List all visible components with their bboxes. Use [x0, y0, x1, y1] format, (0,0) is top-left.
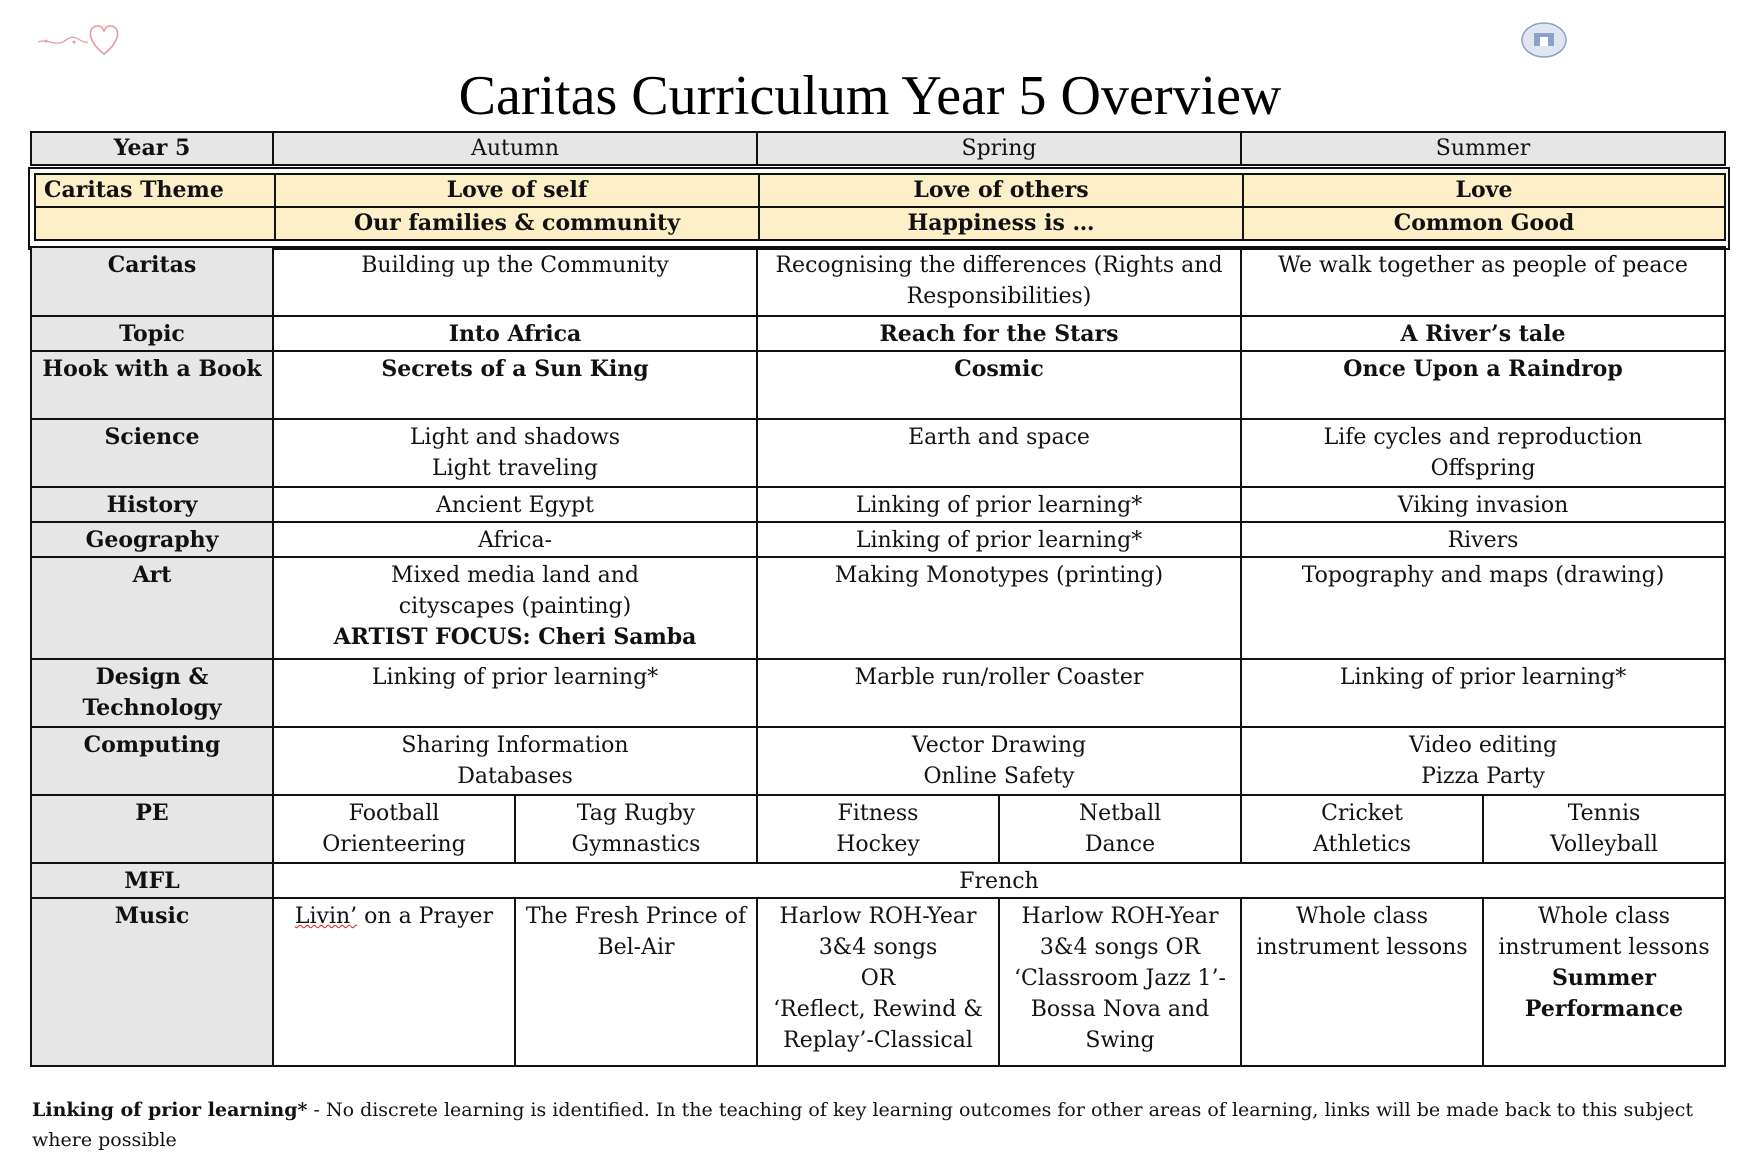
- music-cell-1: [273, 898, 515, 1066]
- science-summer-line-1: Life cycles and reproduction: [1323, 425, 1643, 450]
- computing-summer: [1241, 727, 1725, 795]
- row-label-history: History: [31, 487, 273, 522]
- science-summer-line-2: Offspring: [1430, 456, 1536, 481]
- music-cell-6: [1483, 898, 1725, 1066]
- row-label-computing: Computing: [31, 727, 273, 795]
- caritas-spring: [757, 247, 1241, 316]
- music-cell-2: [515, 898, 757, 1066]
- music-cell-3-line-5: Replay’-Classical: [783, 1028, 973, 1053]
- header-row: [31, 132, 1725, 165]
- artist-focus: ARTIST FOCUS: Cheri Samba: [333, 624, 697, 650]
- caritas-theme-block: [28, 167, 1730, 250]
- footnote: [32, 1095, 1722, 1155]
- music-cell-4-line-2: 3&4 songs OR: [1039, 935, 1201, 960]
- pe-cell-1: [273, 795, 515, 863]
- theme-sub-spring: Happiness is …: [759, 207, 1243, 240]
- row-label-science: Science: [31, 419, 273, 487]
- topic-summer: A River’s tale: [1241, 316, 1725, 351]
- music-cell-3-line-2: 3&4 songs: [818, 935, 938, 960]
- topic-autumn: Into Africa: [273, 316, 757, 351]
- music-cell-5-line-2: instrument lessons: [1256, 935, 1468, 960]
- art-autumn-line-2: cityscapes (painting): [398, 594, 632, 619]
- pe-cell-4-line-1: Netball: [1078, 801, 1162, 826]
- music-cell-4-line-1: Harlow ROH-Year: [1021, 904, 1219, 929]
- row-label-dt-line-2: Technology: [82, 695, 222, 721]
- row-label-music: Music: [31, 898, 273, 1066]
- art-autumn-line-1: Mixed media land and: [391, 563, 639, 588]
- summer-header: Summer: [1241, 132, 1725, 165]
- computing-spring-line-1: Vector Drawing: [911, 733, 1087, 758]
- history-autumn: Ancient Egypt: [273, 487, 757, 522]
- mfl-all-year: French: [273, 863, 1725, 898]
- pe-cell-5-line-2: Athletics: [1312, 832, 1412, 857]
- art-spring: Making Monotypes (printing): [757, 557, 1241, 659]
- music-cell-1-rest: on a Prayer: [357, 904, 494, 929]
- music-cell-4-line-4: Bossa Nova and: [1030, 997, 1210, 1022]
- history-summer: Viking invasion: [1241, 487, 1725, 522]
- row-label-caritas: Caritas: [31, 247, 273, 316]
- pe-cell-3-line-1: Fitness: [837, 801, 919, 826]
- geography-summer: Rivers: [1241, 522, 1725, 557]
- music-cell-6-line-4: Performance: [1524, 996, 1684, 1022]
- hook-summer: Once Upon a Raindrop: [1241, 351, 1725, 419]
- row-science: [31, 419, 1725, 487]
- header-table: [30, 131, 1726, 166]
- computing-summer-line-2: Pizza Party: [1421, 764, 1545, 789]
- music-cell-2-line-2: Bel-Air: [597, 935, 675, 960]
- pe-cell-2: [515, 795, 757, 863]
- theme-label-empty: [35, 207, 275, 240]
- theme-label: Caritas Theme: [35, 174, 275, 207]
- pe-cell-4: [999, 795, 1241, 863]
- geography-spring: Linking of prior learning*: [757, 522, 1241, 557]
- autumn-header: Autumn: [273, 132, 757, 165]
- row-hook: [31, 351, 1725, 419]
- theme-spring: Love of others: [759, 174, 1243, 207]
- caritas-summer: We walk together as people of peace: [1241, 247, 1725, 316]
- row-pe: [31, 795, 1725, 863]
- theme-summer: Love: [1243, 174, 1725, 207]
- curriculum-table: [30, 246, 1726, 1067]
- science-summer: [1241, 419, 1725, 487]
- spring-header: Spring: [757, 132, 1241, 165]
- music-cell-3-line-4: ‘Reflect, Rewind &: [773, 997, 983, 1022]
- hook-spring: Cosmic: [757, 351, 1241, 419]
- theme-row-1: [35, 174, 1725, 207]
- pe-cell-1-line-2: Orienteering: [322, 832, 466, 857]
- dt-summer: Linking of prior learning*: [1241, 659, 1725, 727]
- row-music: [31, 898, 1725, 1066]
- caritas-autumn: Building up the Community: [273, 247, 757, 316]
- hook-autumn: Secrets of a Sun King: [273, 351, 757, 419]
- music-cell-4-line-5: Swing: [1085, 1028, 1155, 1053]
- row-topic: [31, 316, 1725, 351]
- music-cell-2-line-1: The Fresh Prince of: [525, 904, 747, 929]
- music-cell-6-line-1: Whole class: [1537, 904, 1671, 929]
- pe-cell-5: [1241, 795, 1483, 863]
- row-art: [31, 557, 1725, 659]
- pe-cell-3: [757, 795, 999, 863]
- footnote-term: Linking of prior learning*: [32, 1099, 308, 1121]
- pe-cell-6-line-2: Volleyball: [1550, 832, 1658, 857]
- theme-autumn: Love of self: [275, 174, 759, 207]
- art-autumn: [273, 557, 757, 659]
- row-label-dt: [31, 659, 273, 727]
- row-label-geography: Geography: [31, 522, 273, 557]
- pe-cell-2-line-1: Tag Rugby: [576, 801, 696, 826]
- caritas-spring-line-2: Responsibilities): [906, 284, 1092, 309]
- row-label-hook: Hook with a Book: [31, 351, 273, 419]
- computing-spring: [757, 727, 1241, 795]
- row-caritas: [31, 247, 1725, 316]
- pe-cell-4-line-2: Dance: [1084, 832, 1156, 857]
- history-spring: Linking of prior learning*: [757, 487, 1241, 522]
- computing-spring-line-2: Online Safety: [923, 764, 1075, 789]
- row-geography: [31, 522, 1725, 557]
- music-cell-6-line-3: Summer: [1552, 965, 1657, 991]
- theme-row-2: [35, 207, 1725, 240]
- row-label-topic: Topic: [31, 316, 273, 351]
- music-cell-1-word: Livin’: [294, 904, 358, 929]
- music-cell-3-line-1: Harlow ROH-Year: [779, 904, 977, 929]
- computing-autumn-line-2: Databases: [457, 764, 573, 789]
- pe-cell-6: [1483, 795, 1725, 863]
- theme-table: [34, 173, 1726, 241]
- music-cell-3-line-3: OR: [860, 966, 896, 991]
- science-spring: Earth and space: [757, 419, 1241, 487]
- music-cell-5-line-1: Whole class: [1295, 904, 1429, 929]
- row-mfl: [31, 863, 1725, 898]
- year-header: Year 5: [31, 132, 273, 165]
- topic-spring: Reach for the Stars: [757, 316, 1241, 351]
- row-dt: [31, 659, 1725, 727]
- row-label-art: Art: [31, 557, 273, 659]
- music-cell-4-line-3: ‘Classroom Jazz 1’-: [1014, 966, 1226, 991]
- footnote-text: - No discrete learning is identified. In the teaching of key learning outcomes for other areas of learning, links will be made back to this subject where possible: [32, 1099, 1694, 1151]
- computing-autumn-line-1: Sharing Information: [401, 733, 629, 758]
- science-autumn-line-1: Light and shadows: [409, 425, 621, 450]
- school-badge-icon: [1518, 18, 1570, 62]
- row-label-pe: PE: [31, 795, 273, 863]
- computing-summer-line-1: Video editing: [1408, 733, 1558, 758]
- page-title: Caritas Curriculum Year 5 Overview: [458, 65, 1282, 127]
- science-autumn-line-2: Light traveling: [432, 456, 598, 481]
- row-computing: [31, 727, 1725, 795]
- caritas-spring-line-1: Recognising the differences (Rights and: [775, 253, 1223, 278]
- music-cell-3: [757, 898, 999, 1066]
- music-cell-6-line-2: instrument lessons: [1498, 935, 1710, 960]
- music-cell-5: [1241, 898, 1483, 1066]
- theme-sub-summer: Common Good: [1243, 207, 1725, 240]
- pe-cell-2-line-2: Gymnastics: [571, 832, 701, 857]
- heart-logo-icon: [36, 18, 126, 58]
- row-label-mfl: MFL: [31, 863, 273, 898]
- pe-cell-6-line-1: Tennis: [1567, 801, 1641, 826]
- art-summer: Topography and maps (drawing): [1241, 557, 1725, 659]
- dt-autumn: Linking of prior learning*: [273, 659, 757, 727]
- pe-cell-1-line-1: Football: [348, 801, 440, 826]
- geography-autumn: Africa-: [273, 522, 757, 557]
- dt-spring: Marble run/roller Coaster: [757, 659, 1241, 727]
- pe-cell-3-line-2: Hockey: [836, 832, 920, 857]
- pe-cell-5-line-1: Cricket: [1321, 801, 1403, 826]
- science-autumn: [273, 419, 757, 487]
- row-history: [31, 487, 1725, 522]
- music-cell-4: [999, 898, 1241, 1066]
- computing-autumn: [273, 727, 757, 795]
- theme-sub-autumn: Our families & community: [275, 207, 759, 240]
- row-label-dt-line-1: Design &: [95, 664, 209, 690]
